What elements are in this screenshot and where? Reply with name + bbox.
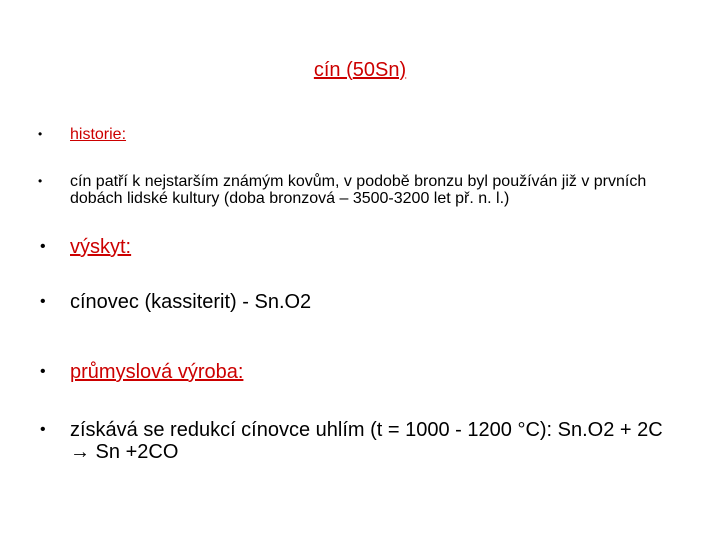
bullet-icon: • xyxy=(38,127,43,141)
bullet-icon: • xyxy=(40,293,46,310)
occurrence-text: cínovec (kassiterit) - Sn.O2 xyxy=(70,291,312,313)
production-text: získává se redukcí cínovce uhlím (t = 1000 - 1200 °C): Sn.O2 + 2C → Sn +2CO xyxy=(70,419,663,463)
title-atomic-number: 50 xyxy=(352,59,376,81)
slide-title xyxy=(0,57,720,83)
bullet-icon: • xyxy=(38,174,43,188)
heading-occurrence: výskyt: xyxy=(70,236,132,258)
history-text: cín patří k nejstarším známým kovům, v podobě bronzu byl používán již v prvních dobách lidské kultury (doba bronzová – 3500-3200 let př. n. l.) xyxy=(70,173,647,207)
title-prefix: cín ( xyxy=(313,59,353,81)
bullet-icon: • xyxy=(40,238,46,255)
heading-production: průmyslová výroba: xyxy=(70,361,244,383)
bullet-icon: • xyxy=(40,363,46,380)
bullet-icon: • xyxy=(40,421,46,438)
title-suffix: Sn) xyxy=(375,59,407,81)
heading-history: historie: xyxy=(70,126,127,143)
